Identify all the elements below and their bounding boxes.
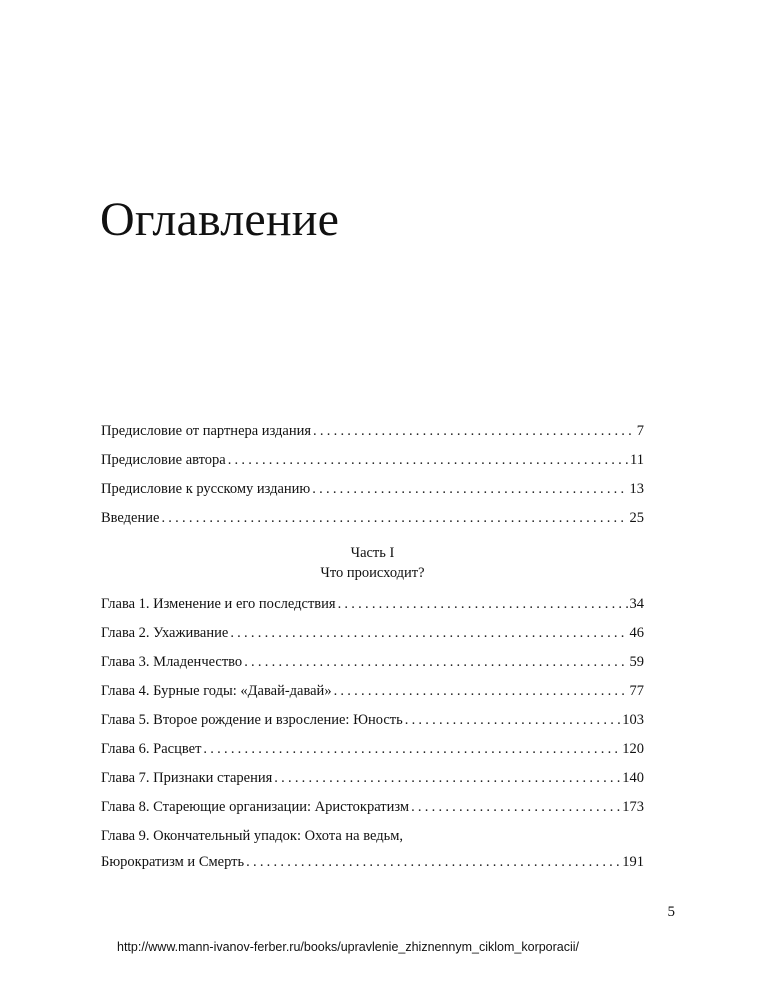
- toc-entry[interactable]: [101, 619, 644, 648]
- toc-front-matter: [101, 417, 644, 533]
- toc-entry-label: Глава 8. Стареющие организации: Аристократизм: [101, 799, 410, 815]
- toc-entry-label: Предисловие к русскому изданию: [101, 481, 311, 497]
- toc-entry-label: Глава 5. Второе рождение и взросление: Юность: [101, 712, 403, 728]
- toc-entry-page: 13: [629, 481, 644, 497]
- toc-entry-page: 46: [629, 625, 644, 641]
- toc-entry[interactable]: [101, 648, 644, 677]
- toc-entry-label: Глава 7. Признаки старения: [101, 770, 273, 786]
- toc-entry-label: Глава 4. Бурные годы: «Давай-давай»: [101, 683, 332, 699]
- toc-entry-label: Глава 6. Расцвет: [101, 741, 202, 757]
- toc-entry[interactable]: [101, 504, 644, 533]
- dot-leader: [244, 648, 627, 677]
- toc-entry[interactable]: [101, 417, 644, 446]
- dot-leader: [313, 417, 635, 446]
- toc-entry-line1[interactable]: [101, 822, 644, 848]
- toc-entry-page: 34: [629, 596, 644, 612]
- toc-entry-page: 59: [629, 654, 644, 670]
- toc-entry-label: Глава 3. Младенчество: [101, 654, 243, 670]
- dot-leader: [203, 735, 620, 764]
- toc-entry-page: 103: [622, 712, 644, 728]
- dot-leader: [274, 764, 620, 793]
- dot-leader: [246, 848, 620, 877]
- toc-entry[interactable]: [101, 793, 644, 822]
- dot-leader: [334, 677, 628, 706]
- dot-leader: [230, 619, 627, 648]
- toc-entry-page: 77: [629, 683, 644, 699]
- toc-entry[interactable]: [101, 446, 644, 475]
- toc-entry-label: Бюрократизм и Смерть: [101, 854, 245, 870]
- toc-entry-page: 173: [622, 799, 644, 815]
- footer-url[interactable]: http://www.mann-ivanov-ferber.ru/books/upravlenie_zhiznennym_ciklom_korporacii/: [117, 940, 580, 954]
- toc-entry[interactable]: [101, 475, 644, 504]
- toc-entry[interactable]: [101, 735, 644, 764]
- dot-leader: [161, 504, 627, 533]
- page-number: 5: [667, 904, 675, 920]
- toc-entry-page: 191: [622, 854, 644, 870]
- toc-entry-page: 7: [636, 423, 644, 439]
- toc-entry[interactable]: [101, 764, 644, 793]
- toc-entry-label: Предисловие автора: [101, 452, 226, 468]
- toc-entry-label: Глава 2. Ухаживание: [101, 625, 229, 641]
- toc-entry[interactable]: [101, 706, 644, 735]
- toc-entry-page: 120: [622, 741, 644, 757]
- toc-entry-label: Глава 1. Изменение и его последствия: [101, 596, 336, 612]
- toc-entry-label: Предисловие от партнера издания: [101, 423, 312, 439]
- toc-entry-page: 140: [622, 770, 644, 786]
- toc-chapters: [101, 590, 644, 877]
- part-number: Часть I: [350, 545, 395, 561]
- toc-entry[interactable]: [101, 677, 644, 706]
- dot-leader: [411, 793, 620, 822]
- dot-leader: [338, 590, 628, 619]
- toc-entry[interactable]: [101, 848, 644, 877]
- toc-entry-page: 25: [629, 510, 644, 526]
- page-title: Оглавление: [100, 193, 340, 246]
- dot-leader: [228, 446, 628, 475]
- toc-entry[interactable]: [101, 590, 644, 619]
- dot-leader: [405, 706, 621, 735]
- toc-entry-page: 11: [630, 452, 644, 468]
- part-heading: [101, 543, 644, 583]
- toc-entry-label: Глава 9. Окончательный упадок: Охота на ведьм,: [101, 828, 404, 844]
- toc-entry-label: Введение: [101, 510, 160, 526]
- dot-leader: [312, 475, 627, 504]
- part-name: Что происходит?: [320, 565, 425, 581]
